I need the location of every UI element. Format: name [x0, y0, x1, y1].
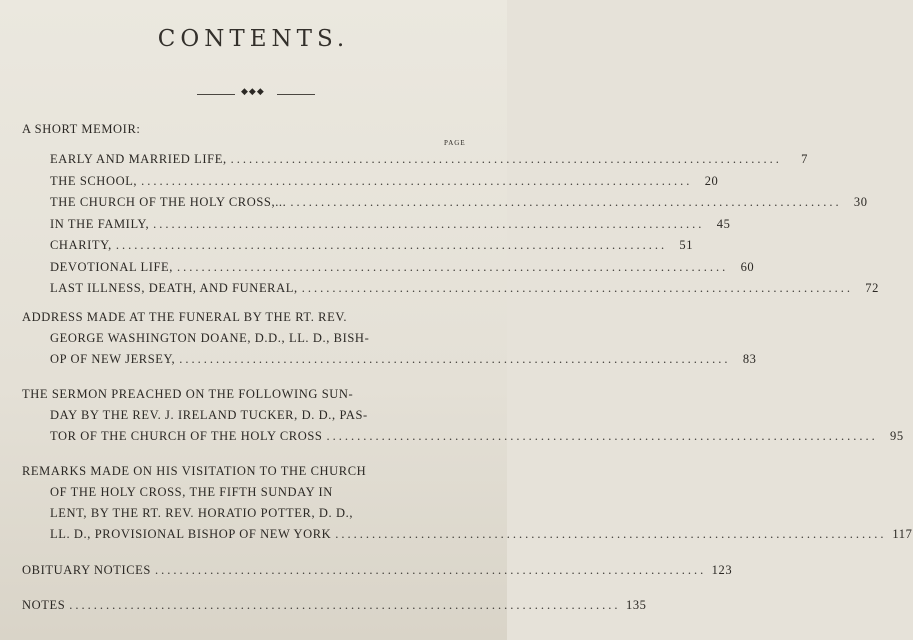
obituary-label: OBITUARY NOTICES [22, 563, 151, 577]
leader-dots: .......................................................................................... [177, 259, 729, 274]
leader-dots: .......................................................................................... [179, 352, 731, 366]
leader-dots: .......................................................................................... [290, 195, 842, 209]
memoir-item-label: THE SCHOOL, [50, 173, 138, 188]
memoir-item [50, 173, 719, 189]
obituary-entry [22, 563, 733, 578]
sermon-line-3: TOR OF THE CHURCH OF THE HOLY CROSS [50, 429, 323, 443]
sermon-line-2: DAY BY THE REV. J. IRELAND TUCKER, D. D., PAS- [50, 408, 368, 422]
memoir-item-page: 51 [679, 238, 694, 252]
ornament-rule-right [277, 94, 315, 95]
memoir-item-page: 60 [740, 259, 755, 274]
memoir-item-label: DEVOTIONAL LIFE, [50, 259, 174, 274]
address-line-1: ADDRESS MADE AT THE FUNERAL BY THE RT. REV. [22, 310, 348, 324]
memoir-item-page: 30 [853, 195, 868, 209]
sermon-page: 95 [890, 429, 904, 443]
memoir-item [50, 238, 694, 253]
obituary-page: 123 [711, 563, 733, 577]
ornament-dots-icon: ◆◆◆ [241, 86, 265, 96]
memoir-item [50, 216, 731, 232]
memoir-item-label: LAST ILLNESS, DEATH, AND FUNERAL, [50, 281, 298, 295]
address-line-3: OP OF NEW JERSEY, [50, 352, 176, 366]
leader-dots: .......................................................................................... [154, 563, 707, 577]
memoir-item [50, 152, 808, 167]
remarks-line-2: OF THE HOLY CROSS, THE FIFTH SUNDAY IN [50, 485, 333, 499]
remarks-entry [50, 527, 913, 542]
ornament-rule-left [197, 94, 235, 95]
memoir-item-label: THE CHURCH OF THE HOLY CROSS,... [50, 195, 287, 209]
memoir-item-label: EARLY AND MARRIED LIFE, [50, 152, 227, 166]
remarks-page: 117 [892, 527, 913, 541]
leader-dots: .......................................................................................... [115, 238, 668, 252]
leader-dots: .......................................................................................... [301, 281, 853, 295]
memoir-item [50, 281, 879, 296]
memoir-item-page: 45 [716, 216, 731, 231]
notes-page: 135 [625, 598, 647, 612]
memoir-item-page: 72 [865, 281, 879, 295]
memoir-item [50, 259, 755, 275]
memoir-item-label: IN THE FAMILY, [50, 216, 150, 231]
leader-dots: .......................................................................................... [230, 152, 782, 166]
sermon-line-1: THE SERMON PREACHED ON THE FOLLOWING SUN- [22, 387, 354, 401]
memoir-item-label: CHARITY, [50, 238, 112, 252]
remarks-line-1: REMARKS MADE ON HIS VISITATION TO THE CHURCH [22, 464, 367, 478]
memoir-heading: A SHORT MEMOIR: [22, 122, 141, 136]
leader-dots: .......................................................................................... [153, 216, 705, 231]
notes-label: NOTES [22, 598, 66, 612]
memoir-item [50, 195, 868, 210]
leader-dots: .......................................................................................... [335, 527, 887, 541]
leader-dots: .......................................................................................... [141, 173, 693, 188]
title-ornament [197, 86, 315, 100]
notes-entry [22, 598, 647, 613]
address-page: 83 [742, 352, 757, 366]
leader-dots: .......................................................................................... [326, 429, 878, 443]
remarks-line-3: LENT, BY THE RT. REV. HORATIO POTTER, D. D., [50, 506, 354, 520]
page-column-header: PAGE [444, 139, 466, 147]
remarks-line-4: LL. D., PROVISIONAL BISHOP OF NEW YORK [50, 527, 332, 541]
memoir-item-page: 20 [704, 173, 719, 188]
page-title: CONTENTS. [157, 26, 350, 52]
leader-dots: .......................................................................................... [69, 598, 621, 612]
address-entry [50, 352, 757, 367]
memoir-item-page: 7 [801, 152, 808, 166]
address-line-2: GEORGE WASHINGTON DOANE, D.D., LL. D., BISH- [50, 331, 370, 345]
sermon-entry [50, 429, 904, 444]
